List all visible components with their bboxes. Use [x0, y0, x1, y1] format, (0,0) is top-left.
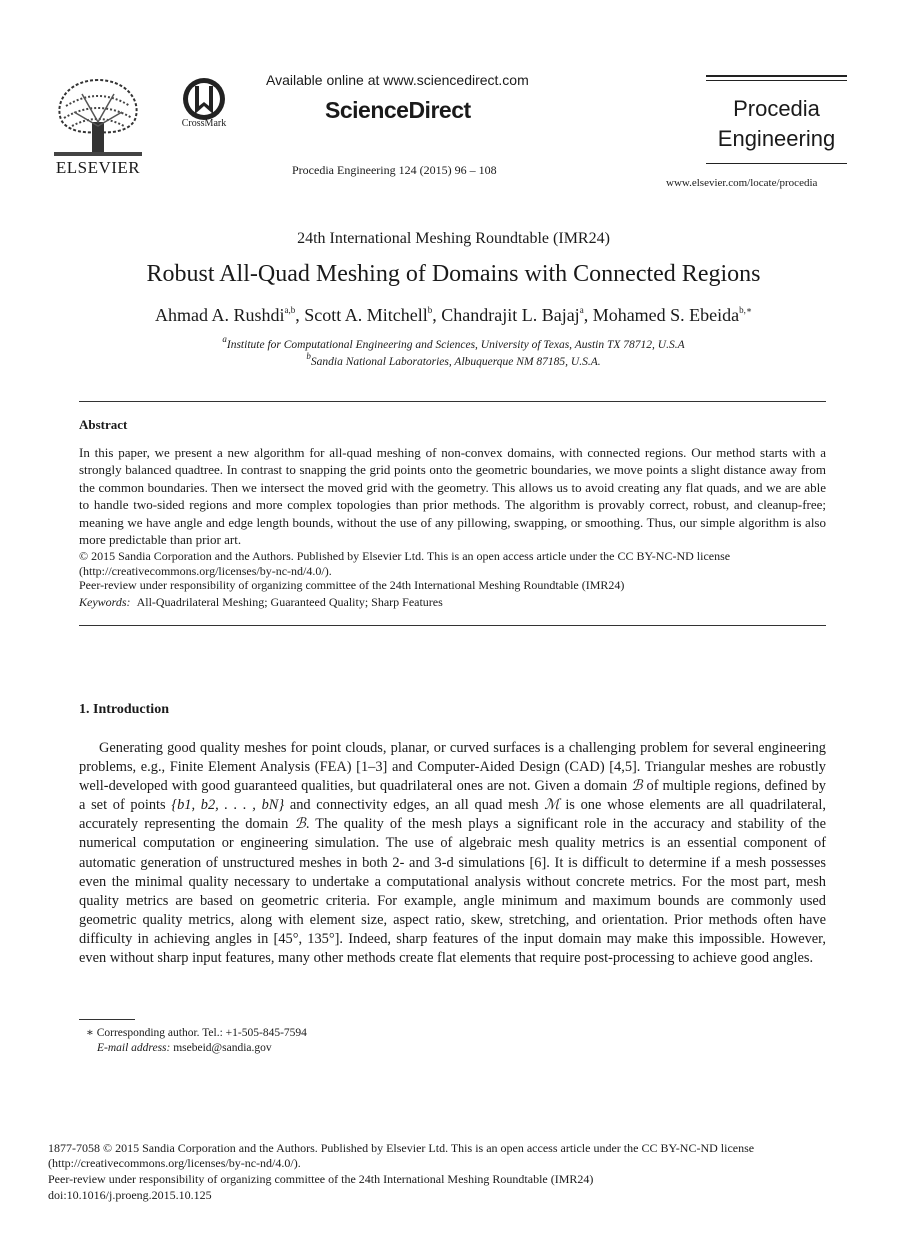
footer-peer-review: Peer-review under responsibility of organizing committee of the 24th International Meshing Roundtable (IMR24)	[48, 1172, 594, 1186]
conference-name: 24th International Meshing Roundtable (IMR24)	[297, 230, 610, 247]
publisher-name: ELSEVIER	[55, 158, 141, 177]
affiliation	[0, 334, 907, 351]
journal-name	[706, 94, 847, 154]
keywords-label: Keywords:	[79, 595, 131, 609]
abstract-peer-review: Peer-review under responsibility of organizing committee of the 24th International Meshing Roundtable (IMR24)	[79, 578, 625, 592]
section-heading-introduction: 1. Introduction	[79, 702, 169, 717]
intro-text: and connectivity edges, an all quad mesh	[284, 797, 545, 814]
crossmark-label: CrossMark	[181, 118, 227, 129]
header-rule	[706, 163, 847, 164]
affiliation	[0, 351, 907, 368]
intro-text: Generating good quality meshes for point clouds, planar, or curved surfaces is a challenging problem for several engineering problems, e.g., Finite Element Analysis (FEA) [1–3] and Computer-Aided Design (CAD) [4,5]. Triangular meshes are robustly well-developed with good guaranteed qualities, but quadrilateral ones are not. Given a domain	[79, 740, 826, 795]
author-separator: ,	[295, 305, 305, 325]
points-set: {b1, b2, . . . , bN}	[171, 797, 285, 814]
keywords	[79, 595, 443, 610]
paper-title: Robust All-Quad Meshing of Domains with Connected Regions	[146, 261, 761, 287]
abstract-heading: Abstract	[79, 417, 128, 432]
crossmark-icon[interactable]	[181, 76, 227, 122]
journal-url-link[interactable]: www.elsevier.com/locate/procedia	[666, 177, 818, 189]
footnote-email	[97, 1042, 272, 1054]
tree-icon	[52, 76, 144, 158]
journal-name-line1: Procedia	[733, 96, 820, 121]
footer-doi-link[interactable]: doi:10.1016/j.proeng.2015.10.125	[48, 1188, 212, 1202]
email-address-link[interactable]: msebeid@sandia.gov	[173, 1042, 272, 1054]
domain-symbol: ℬ	[631, 778, 643, 795]
abstract-copyright: © 2015 Sandia Corporation and the Authors. Published by Elsevier Ltd. This is an open access article under the CC BY-NC-ND license (http://creativecommons.org/licenses/by-nc-nd/4.0/).	[79, 549, 731, 578]
mesh-symbol: ℳ	[544, 797, 560, 814]
keywords-list: All-Quadrilateral Meshing; Guaranteed Quality; Sharp Features	[136, 595, 443, 609]
affiliation-text: Institute for Computational Engineering and Sciences, University of Texas, Austin TX 78712, U.S.A	[226, 339, 685, 351]
author-separator: ,	[583, 305, 593, 325]
footer-license: 1877-7058 © 2015 Sandia Corporation and the Authors. Published by Elsevier Ltd. This is an open access article under the CC BY-NC-ND license (http://creativecommons.org/licenses/by-nc-nd/4.0/).	[48, 1141, 755, 1170]
author-affiliation-mark: b	[427, 305, 433, 315]
available-online-text: Available online at www.sciencedirect.com	[266, 72, 529, 88]
journal-name-line2: Engineering	[717, 126, 836, 151]
domain-symbol: ℬ	[294, 816, 306, 833]
abstract-bottom-rule	[79, 625, 826, 626]
author-name[interactable]: Scott A. Mitchell	[304, 305, 428, 325]
header-rule	[706, 75, 847, 77]
affiliation-mark: b	[306, 351, 311, 362]
author-affiliation-mark: a	[579, 305, 584, 315]
header-rule	[706, 80, 847, 81]
email-label: E-mail address:	[97, 1042, 171, 1054]
affiliation-mark: a	[222, 334, 227, 345]
footnote-corresponding-author: ∗ Corresponding author. Tel.: +1-505-845-7594	[86, 1027, 307, 1039]
introduction-paragraph	[79, 739, 826, 968]
intro-text: is one whose elements are all quadrilateral, accurately representing the domain	[79, 797, 827, 833]
intro-text: of multiple regions, defined by a set of points	[79, 778, 826, 814]
author-separator: ,	[432, 305, 442, 325]
affiliation-text: Sandia National Laboratories, Albuquerque NM 87185, U.S.A.	[310, 356, 601, 368]
author-name[interactable]: Chandrajit L. Bajaj	[441, 305, 580, 325]
abstract-top-rule	[79, 401, 826, 402]
intro-text: . The quality of the mesh plays a significant role in the accuracy and stability of the numerical computation or engineering simulation. The use of algebraic mesh quality metrics is an essential component of automatic generation of unstructured meshes in both 2- and 3-d simulations [6]. It is difficult to determine if a mesh possesses even the minimal quality necessary to undertake a computational analysis without concrete metrics. For the most part, mesh quality metrics are based on geometric criteria. For example, angle minimum and maximum bounds are commonly used geometric quality metrics, along with element size, aspect ratio, skew, stretching, and orientation. Prior methods often have difficulty in achieving angles in [45°, 135°]. Indeed, sharp features of the input domain may make this impossible. However, even without sharp input features, many other methods create flat elements that require post-processing to achieve good angles.	[79, 816, 826, 967]
author-affiliation-mark: b,∗	[739, 305, 753, 315]
abstract-body: In this paper, we present a new algorithm for all-quad meshing of non-convex domains, with connected regions. Our method starts with a strongly balanced quadtree. In contrast to snapping the grid points onto the geometric boundaries, we move points a slight distance away from the common boundaries. Then we intersect the moved grid with the geometry. This allows us to avoid creating any flat quads, and we are able to handle two-sided regions and more complex topologies than prior methods. The algorithm is provably correct, robust, and cleanup-free; meaning we have angle and edge length bounds, without the use of any pillowing, swapping, or smoothing. Thus, our simple algorithm is also more predictable than prior art.	[79, 445, 826, 548]
author-name[interactable]: Ahmad A. Rushdi	[154, 305, 285, 325]
author-name[interactable]: Mohamed S. Ebeida	[592, 305, 740, 325]
author-list	[0, 305, 907, 326]
journal-citation: Procedia Engineering 124 (2015) 96 – 108	[292, 163, 497, 177]
footnote-rule	[79, 1019, 135, 1020]
author-affiliation-mark: a,b	[284, 305, 296, 315]
sciencedirect-logo[interactable]: ScienceDirect	[325, 97, 471, 123]
elsevier-tree-logo	[52, 76, 144, 158]
